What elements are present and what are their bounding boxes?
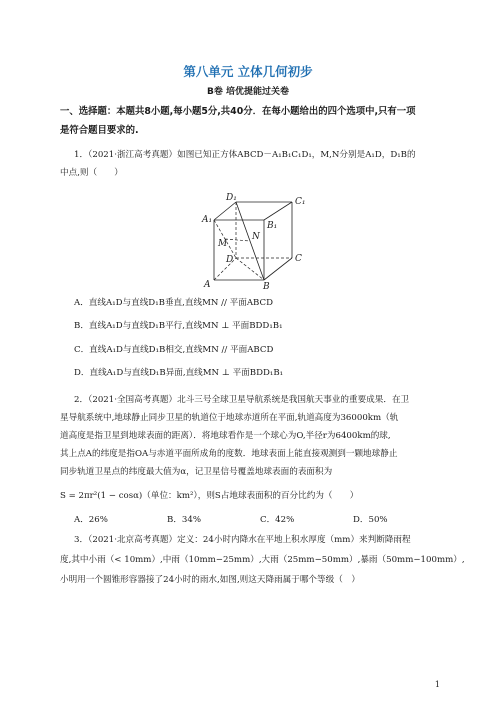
cube-figure xyxy=(196,190,316,290)
label-d1: D₁ xyxy=(226,193,237,203)
page-title: 第八单元 立体几何初步 xyxy=(183,64,313,79)
label-c: C xyxy=(295,254,302,264)
q3-line3: 小明用一个圆锥形容器接了24小时的雨水,如图,则这天降雨属于哪个等级（ ） xyxy=(60,575,360,585)
q2-option-a: A．26% xyxy=(74,515,108,525)
q2-line5: 同步轨道卫星点的纬度最大值为α，记卫星信号覆盖地球表面的表面积为 xyxy=(60,467,333,477)
label-a: A xyxy=(204,280,211,290)
q2-line1: 2．（2021·全国高考真题）北斗三号全球卫星导航系统是我国航天事业的重要成果．在卫 xyxy=(74,395,410,405)
q2-option-c: C．42% xyxy=(260,515,295,525)
label-c1: C₁ xyxy=(295,197,306,207)
label-b1: B₁ xyxy=(267,221,278,231)
label-b: B xyxy=(263,282,270,290)
q2-formula-line: S = 2πr²(1 − cosα)（单位：km²），则S占地球表面积的百分比约为（ ） xyxy=(60,491,359,501)
q2-line2: 星导航系统中,地球静止同步卫星的轨道位于地球赤道所在平面,轨道高度为36000km（轨 xyxy=(60,413,399,423)
q1-option-b: B．直线A₁D与直线D₁B平行,直线MN ⊥ 平面BDD₁B₁ xyxy=(74,321,283,331)
section-heading-line1: 一、选择题：本题共8小题,每小题5分,共40分．在每小题给出的四个选项中,只有一项 xyxy=(60,106,416,117)
page-subtitle: B卷 培优提能过关卷 xyxy=(207,87,289,97)
q1-option-a: A．直线A₁D与直线D₁B垂直,直线MN // 平面ABCD xyxy=(74,298,273,308)
q3-line2: 度,其中小雨（< 10mm）,中雨（10mm−25mm）,大雨（25mm−50mm）,暴雨（50mm−100mm）, xyxy=(60,555,465,565)
label-n: N xyxy=(252,232,260,242)
q2-line4: 其上点A的纬度是指OA与赤道平面所成角的度数．地球表面上能直接观测到一颗地球静止 xyxy=(60,449,398,459)
q2-options xyxy=(74,513,446,525)
q2-option-d: D．50% xyxy=(353,515,388,525)
q2-option-b: B．34% xyxy=(167,515,202,525)
q1-option-c: C．直线A₁D与直线D₁B相交,直线MN // 平面ABCD xyxy=(74,345,274,355)
q3-line1: 3．（2021·北京高考真题）定义：24小时内降水在平地上积水厚度（mm）来判断降雨程 xyxy=(74,535,411,545)
q1-option-d: D．直线A₁D与直线D₁B异面,直线MN ⊥ 平面BDD₁B₁ xyxy=(74,368,284,378)
label-a1: A₁ xyxy=(202,215,213,225)
label-m: M xyxy=(218,239,228,249)
section-heading-line2: 是符合题目要求的. xyxy=(60,125,139,136)
label-d: D xyxy=(226,255,234,265)
q1-stem-line1: 1．（2021·浙江高考真题）如图已知正方体ABCD－A₁B₁C₁D₁，M,N分别是A₁D，D₁B的 xyxy=(74,150,416,160)
q2-line3: 道高度是指卫星到地球表面的距离）．将地球看作是一个球心为O,半径r为6400km的球, xyxy=(60,431,391,441)
q1-stem-line2: 中点,则（ ） xyxy=(60,168,123,178)
page-number: 1 xyxy=(434,680,440,689)
